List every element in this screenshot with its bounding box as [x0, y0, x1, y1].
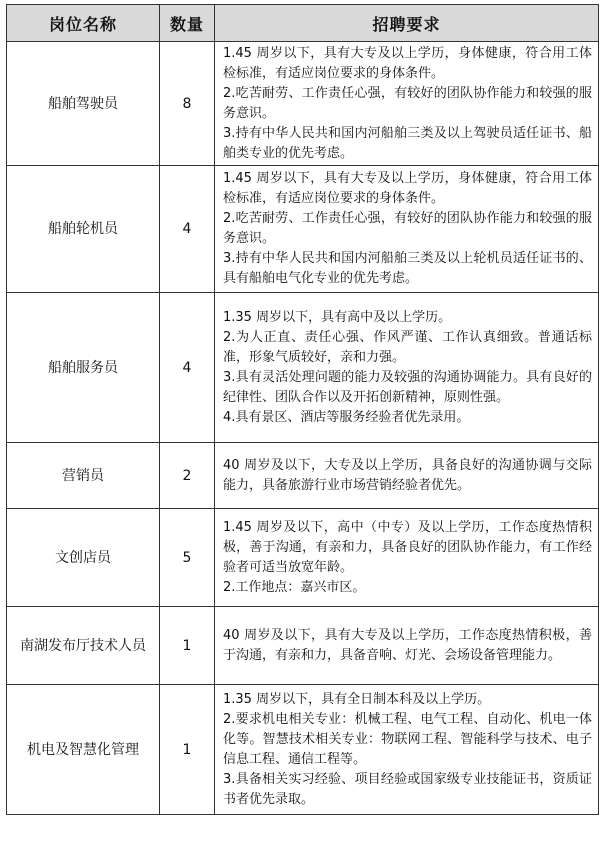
position-name: 船舶服务员 [7, 293, 160, 443]
table-row [7, 685, 599, 815]
recruitment-table [6, 4, 599, 815]
position-count: 4 [160, 293, 215, 443]
requirement-item: 1.35 周岁以下，具有全日制本科及以上学历。 [223, 691, 491, 707]
position-count: 4 [160, 166, 215, 293]
requirement-item: 2.吃苦耐劳、工作责任心强，有较好的团队协作能力和较强的服务意识。 [223, 85, 592, 121]
requirement-item: 3.具备相关实习经验、项目经验或国家级专业技能证书，资质证书者优先录取。 [223, 771, 592, 807]
requirement-item: 40 周岁及以下，具有大专及以上学历，工作态度热情积极，善于沟通，有亲和力，具备音响、灯光、会场设备管理能力。 [223, 627, 592, 663]
table-row [7, 443, 599, 509]
requirement-item: 3.持有中华人民共和国内河船舶三类及以上轮机员适任证书的、具有船舶电气化专业的优先考虑。 [223, 251, 592, 286]
requirements-cell [215, 42, 599, 166]
position-name: 营销员 [7, 443, 160, 509]
requirement-item: 2.工作地点：嘉兴市区。 [223, 579, 366, 595]
requirement-item: 1.45 周岁及以下，高中（中专）及以上学历，工作态度热情积极，善于沟通，有亲和力，具备良好的团队协作能力，有工作经验者可适当放宽年龄。 [223, 519, 592, 575]
requirement-item: 2.吃苦耐劳、工作责任心强，有较好的团队协作能力和较强的服务意识。 [223, 211, 592, 246]
table-row [7, 293, 599, 443]
position-name: 南湖发布厅技术人员 [7, 607, 160, 685]
position-name: 机电及智慧化管理 [7, 685, 160, 815]
requirements-cell [215, 509, 599, 607]
position-name: 船舶轮机员 [7, 166, 160, 293]
requirements-cell [215, 443, 599, 509]
requirement-item: 2.要求机电相关专业：机械工程、电气工程、自动化、机电一体化等。智慧技术相关专业：物联网工程、智能科学与技术、电子信息工程、通信工程等。 [223, 711, 592, 767]
header-requirements: 招聘要求 [215, 5, 599, 42]
requirement-item: 3.具有灵活处理问题的能力及较强的沟通协调能力。具有良好的纪律性、团队合作以及开拓创新精神，原则性强。 [223, 369, 592, 405]
requirements-cell [215, 293, 599, 443]
header-row [7, 5, 599, 42]
position-count: 2 [160, 443, 215, 509]
requirement-item: 40 周岁及以下，大专及以上学历，具备良好的沟通协调与交际能力，具备旅游行业市场营销经验者优先。 [223, 457, 592, 493]
position-count: 1 [160, 685, 215, 815]
requirement-item: 1.35 周岁以下，具有高中及以上学历。 [223, 309, 452, 325]
table-row [7, 42, 599, 166]
requirement-item: 2.为人正直、责任心强、作风严谨、工作认真细致。普通话标准，形象气质较好，亲和力强。 [223, 329, 592, 365]
requirement-item: 4.具有景区、酒店等服务经验者优先录用。 [223, 409, 470, 425]
position-name: 文创店员 [7, 509, 160, 607]
requirement-item: 1.45 周岁以下，具有大专及以上学历，身体健康，符合用工体检标准，有适应岗位要求的身体条件。 [223, 45, 592, 81]
header-count: 数量 [160, 5, 215, 42]
position-count: 8 [160, 42, 215, 166]
requirements-cell [215, 166, 599, 293]
header-position: 岗位名称 [7, 5, 160, 42]
requirements-cell [215, 607, 599, 685]
table-row [7, 166, 599, 293]
requirement-item: 1.45 周岁以下，具有大专及以上学历，身体健康，符合用工体检标准，有适应岗位要求的身体条件。 [223, 171, 592, 206]
requirement-item: 3.持有中华人民共和国内河船舶三类及以上驾驶员适任证书、船舶类专业的优先考虑。 [223, 125, 592, 161]
position-count: 1 [160, 607, 215, 685]
table-row [7, 607, 599, 685]
position-name: 船舶驾驶员 [7, 42, 160, 166]
table-row [7, 509, 599, 607]
requirements-cell [215, 685, 599, 815]
position-count: 5 [160, 509, 215, 607]
